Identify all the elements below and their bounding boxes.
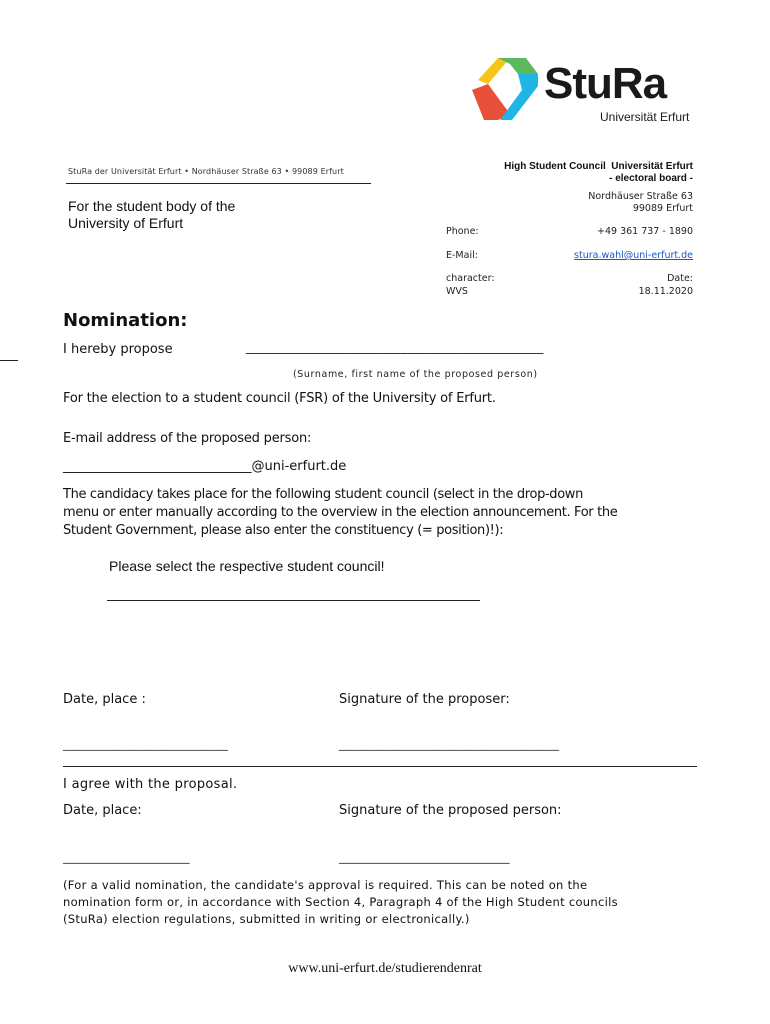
logo-subtitle: Universität Erfurt: [600, 110, 690, 124]
stura-logo: [470, 56, 690, 126]
student-council-select[interactable]: Please select the respective student council!: [109, 558, 385, 574]
org-city: 99089 Erfurt: [632, 203, 693, 214]
agree-text: I agree with the proposal.: [63, 777, 238, 792]
nomination-title: Nomination:: [63, 310, 188, 331]
recipient-line-2: University of Erfurt: [68, 215, 184, 231]
phone-value: +49 361 737 - 1890: [597, 226, 693, 237]
note-line-1: (For a valid nomination, the candidate's approval is required. This can be noted on the: [63, 878, 588, 892]
date-value: 18.11.2020: [638, 286, 693, 297]
email-label: E-Mail:: [446, 250, 478, 261]
phone-label: Phone:: [446, 226, 479, 237]
candidate-email-line: _____________________________: [63, 459, 252, 474]
email-address-label: E-mail address of the proposed person:: [63, 431, 312, 446]
character-label: character:: [446, 273, 495, 284]
candidate-email-domain: @uni-erfurt.de: [251, 459, 347, 474]
candidacy-instructions: [63, 486, 617, 540]
candidacy-line-2: menu or enter manually according to the overview in the election announcement. For the: [63, 505, 618, 520]
signature-proposed-label: Signature of the proposed person:: [339, 803, 562, 818]
footer-url[interactable]: www.uni-erfurt.de/studierendenrat: [288, 961, 482, 976]
student-council-underline: [107, 600, 480, 601]
date-place-label-2: Date, place:: [63, 803, 142, 818]
org-board: - electoral board -: [609, 173, 693, 184]
section-divider: [63, 766, 697, 767]
date-place-label-1: Date, place :: [63, 692, 146, 707]
recipient-line-1: For the student body of the: [68, 198, 236, 214]
date-place-field-2[interactable]: _______________________: [63, 851, 190, 864]
fold-mark: [0, 360, 18, 361]
validity-note: [63, 877, 697, 928]
date-place-field-1[interactable]: ______________________________: [63, 738, 228, 751]
sender-underline: [66, 183, 371, 184]
signature-proposed-field[interactable]: _______________________________: [339, 851, 510, 864]
signature-proposer-label: Signature of the proposer:: [339, 692, 510, 707]
character-value: WVS: [446, 286, 468, 297]
signature-proposer-field[interactable]: ________________________________________: [339, 738, 559, 751]
propose-caption: (Surname, first name of the proposed person): [293, 369, 538, 380]
note-line-2: nomination form or, in accordance with Section 4, Paragraph 4 of the High Student councils: [63, 895, 618, 909]
recipient-block: [68, 198, 235, 232]
propose-label: I hereby propose: [63, 342, 173, 357]
candidate-email-field[interactable]: [63, 459, 346, 474]
election-text: For the election to a student council (FSR) of the University of Erfurt.: [63, 391, 496, 406]
org-street: Nordhäuser Straße 63: [588, 191, 693, 202]
note-line-3: (StuRa) election regulations, submitted in writing or electronically.): [63, 912, 470, 926]
propose-name-field[interactable]: ________________________________________________: [246, 340, 544, 354]
email-link[interactable]: stura.wahl@uni-erfurt.de: [574, 250, 693, 261]
sender-line: StuRa der Universität Erfurt • Nordhäuser Straße 63 • 99089 Erfurt: [68, 167, 344, 176]
stura-logo-mark-icon: [470, 56, 540, 122]
logo-wordmark: StuRa: [544, 59, 667, 108]
org-name: High Student Council Universität Erfurt: [504, 161, 693, 172]
candidacy-line-3: Student Government, please also enter the constituency (= position)!):: [63, 523, 504, 538]
candidacy-line-1: The candidacy takes place for the following student council (select in the drop-down: [63, 487, 583, 502]
date-label: Date:: [667, 273, 693, 284]
